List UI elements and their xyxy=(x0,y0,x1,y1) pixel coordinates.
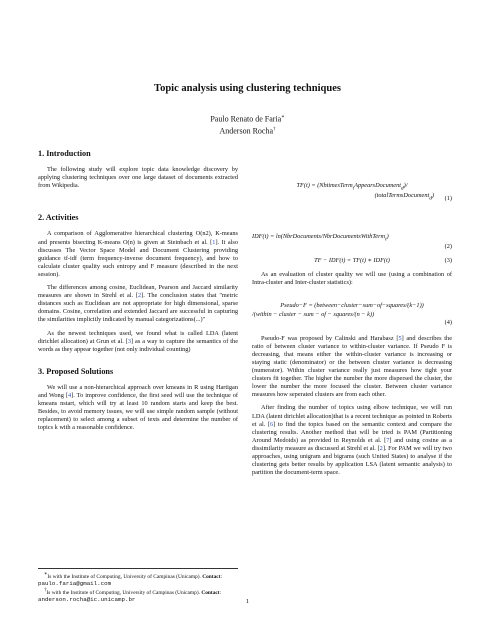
citation-link[interactable]: 3 xyxy=(127,337,131,345)
equation-2: IDF(t) = ln(NbrDocuments/NbrDocumentsWithTerm$_t$) (2) xyxy=(252,232,452,251)
intro-paragraph: The following study will explore topic data knowledge discovery by applying clustering techniques over one large dataset of documents extracted from Wikipedia. xyxy=(38,166,238,190)
email-link[interactable]: paulo.faria@gmail.com xyxy=(38,579,112,587)
equation-4: Pseudo−F = (between−cluster−sum−of−squares/(k−1)) /(within − cluster − sum − of − squares/(n − k)) (4) xyxy=(252,302,452,326)
paper-title: Topic analysis using clustering techniques xyxy=(154,83,341,94)
evaluation-paragraph: As an evaluation of cluster quality we will use (using a combination of Intra-cluster and Inter-cluster statistics): xyxy=(252,271,452,287)
left-column xyxy=(38,150,238,437)
author-1: Paulo Renato de Faria∗ xyxy=(210,114,285,124)
citation-link[interactable]: 7 xyxy=(386,436,390,444)
citation-link[interactable]: 2 xyxy=(138,292,142,300)
citation-link[interactable]: 4 xyxy=(67,391,72,399)
footnote-1: ∗Is with the Institute of Computing, University of Campinas (Unicamp). Contact: paulo.faria@gmail.com xyxy=(38,572,222,587)
equation-number: (1) xyxy=(444,194,452,202)
citation-link[interactable]: 5 xyxy=(398,334,402,342)
email-link[interactable]: anderson.rocha@ic.unicamp.br xyxy=(38,595,136,603)
author-2: Anderson Rocha† xyxy=(219,126,276,136)
activities-paragraph-1: A comparison of Agglomerative hierarchical clustering O(n2), K-means and presents bisecting K-means O(n) is given at Steinbach et al. [1]. It also discusses The Vector Space Model and Document Clustering providing guidance tf-idf (term frequency-inverse document frequency), and how to calculate cluster quality such entropy and F measure (described in the next session). xyxy=(38,230,238,278)
footnote-2: †Is with the Institute of Computing, University of Campinas (Unicamp). Contact: anderson.rocha@ic.unicamp.br xyxy=(38,588,222,603)
equation-1: TF(t) = (NbtimesTerm$_t$AppearsDocument$_d$)/ (totalTermsDocument$_d$) (1) xyxy=(296,182,452,202)
proposed-paragraph: We will use a non-hierarchical approach over kmeans in R using Hartigan and Wong [4]. To improve confidence, the first seed will use the technique of kmeans nstart, which will try at least 10 random starts and keep the best. Besides, to avoid memory issues, we will use simple random sample (without replacement) to select among a subset of texts and determine the number of topics k with a reasonable confidence. xyxy=(38,383,238,432)
right-column xyxy=(252,182,452,482)
section-heading-proposed-solutions: 3. Proposed Solutions xyxy=(38,366,114,376)
page-number: 1 xyxy=(245,598,250,605)
citation-link[interactable]: 6 xyxy=(269,420,274,428)
equation-number: (4) xyxy=(444,318,452,326)
activities-paragraph-2: The differences among cosine, Euclidean, Pearson and Jaccard similarity measures are shown in Strehl et al. [2]. The conclusion states that "metric distances such as Euclidean are not appropriate for high dimensional, sparse domains. Cosine, correlation and extended Jaccard are successful in capturing the similarities implicitly indicated by manual categorizations(...)" xyxy=(38,284,238,324)
citation-link[interactable]: 1 xyxy=(212,238,216,246)
methods-paragraph: After finding the number of topics using elbow technique, we will run LDA (latent dirichlet allocation)that is a recent technique as pointed in Roberts et al. [6] to find the topics based on the semantic context and compare the clustering results. Another method that will be tried is PAM (Partitioning Around Medoids) as provided in Reynolds et al. [7] and using cosine as a dissimilarity measure as discussed at Strehl et al. [2]. For PAM we will try two approaches, using unigram and bigrams (such United States) to analyse if the clustering gets better results by application LSA (latent semantic analysis) to partition the document-term space. xyxy=(252,404,452,477)
section-heading-introduction: 1. Introduction xyxy=(38,149,91,158)
activities-paragraph-3: As the newest techniques used, we found what is called LDA (latent dirichlet allocation) at Grun et al. [3] as a way to capture the semantics of the words as they appear together (not only individual counting) xyxy=(38,329,238,353)
section-heading-activities: 2. Activities xyxy=(38,213,79,223)
equation-number: (3) xyxy=(444,257,452,265)
equation-number: (2) xyxy=(444,243,452,251)
equation-3: TF − IDF(t) = TF(t) ∗ IDF(t) (3) xyxy=(314,257,452,265)
pseudo-f-paragraph: Pseudo-F was proposed by Calinski and Harabasz [5] and describes the ratio of between cluster variance to within-cluster variance. If Pseudo F is decreasing, that means either the within-cluster variance is increasing or staying static (denominator) or the between cluster variance is decreasing (numerator). Within cluster variance really just measures how tight your clusters fit together. The higher the number the more dispersed the cluster, the lower the number the more focused the cluster. Between cluster variance measures how seperated clusters are from each other. xyxy=(252,334,452,399)
author-block xyxy=(0,113,495,137)
citation-link[interactable]: 2 xyxy=(379,444,383,452)
